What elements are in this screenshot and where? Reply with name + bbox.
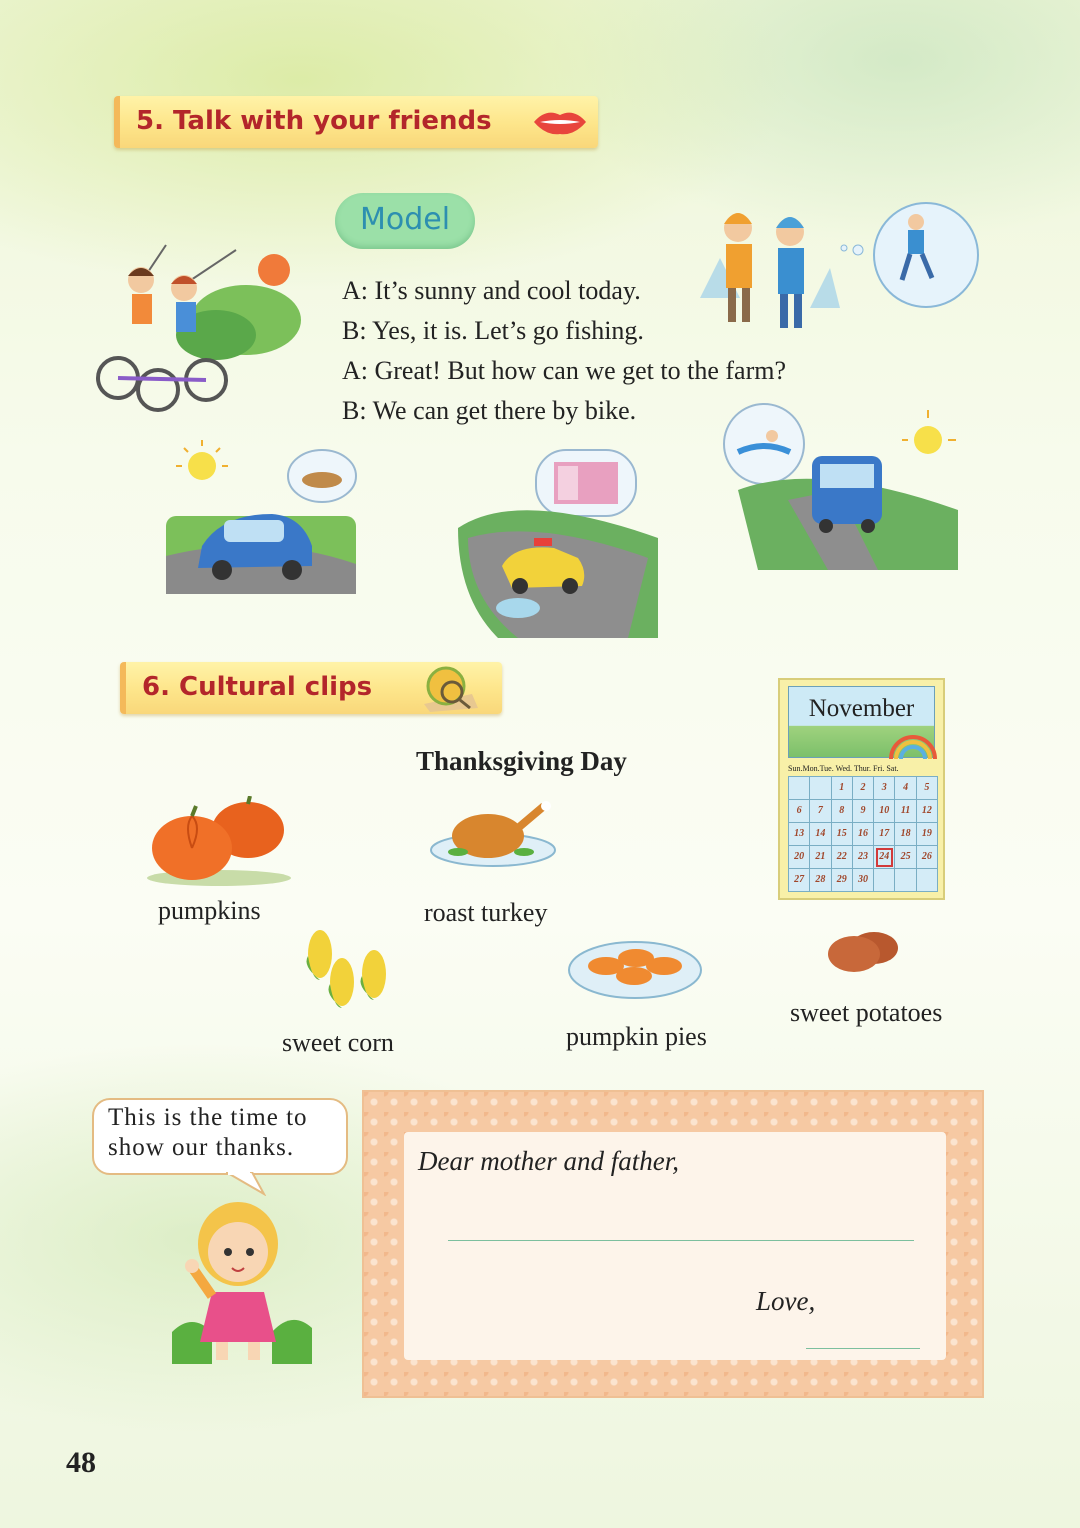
rainbow-icon [887, 723, 937, 759]
calendar-day: 24 [874, 846, 895, 869]
calendar-day [917, 869, 938, 892]
calendar-month: November [808, 695, 915, 722]
calendar-day: 14 [810, 823, 831, 846]
letter-closing: Love, [756, 1286, 816, 1316]
calendar-day: 26 [917, 846, 938, 869]
calendar-day: 22 [832, 846, 853, 869]
calendar-day: 3 [874, 777, 895, 800]
calendar-grid [788, 776, 938, 892]
calendar-header [788, 686, 935, 758]
letter-greeting: Dear mother and father, [418, 1146, 679, 1176]
calendar-day [895, 869, 916, 892]
letter-card [362, 1090, 984, 1398]
kids-biking-illustration [96, 240, 306, 420]
food-label-pumpkins: pumpkins [158, 896, 261, 925]
dialog-line-3: A: Great! But how can we get to the farm? [342, 356, 787, 385]
calendar-day: 29 [832, 869, 853, 892]
calendar-day: 2 [853, 777, 874, 800]
taxi-scene-illustration [458, 448, 658, 638]
roast-turkey-illustration [428, 800, 558, 870]
section-header-talk [114, 96, 598, 148]
november-calendar [778, 678, 945, 900]
section-title-talk: 5. Talk with your friends [136, 106, 492, 136]
model-label-text: Model [359, 202, 451, 237]
calendar-day: 19 [917, 823, 938, 846]
letter-card-inner [404, 1132, 946, 1360]
calendar-day: 6 [789, 800, 810, 823]
food-label-pumpkin-pies: pumpkin pies [566, 1022, 707, 1051]
calendar-day [810, 777, 831, 800]
calendar-day: 25 [895, 846, 916, 869]
sweet-corn-illustration [298, 926, 398, 1010]
skating-thought-bubble [836, 200, 982, 310]
calendar-day: 7 [810, 800, 831, 823]
girl-illustration [172, 1192, 312, 1364]
calendar-day: 17 [874, 823, 895, 846]
dialog-line-1: A: It’s sunny and cool today. [342, 276, 641, 305]
globe-icon [420, 664, 480, 712]
model-label [335, 193, 475, 249]
calendar-day: 12 [917, 800, 938, 823]
sweet-potatoes-illustration [824, 926, 902, 976]
calendar-day: 23 [853, 846, 874, 869]
calendar-day: 10 [874, 800, 895, 823]
letter-body-line[interactable] [448, 1240, 914, 1241]
calendar-day [789, 777, 810, 800]
calendar-day: 9 [853, 800, 874, 823]
food-label-sweet-corn: sweet corn [282, 1028, 394, 1057]
calendar-day: 8 [832, 800, 853, 823]
page-number: 48 [66, 1446, 96, 1479]
calendar-weekdays: Sun.Mon.Tue. Wed. Thur. Fri. Sat. [788, 764, 899, 773]
calendar-day: 20 [789, 846, 810, 869]
calendar-day: 30 [853, 869, 874, 892]
lips-icon [532, 106, 588, 138]
calendar-day: 15 [832, 823, 853, 846]
calendar-day [874, 869, 895, 892]
calendar-day: 5 [917, 777, 938, 800]
calendar-day: 18 [895, 823, 916, 846]
calendar-day: 1 [832, 777, 853, 800]
thanksgiving-heading: Thanksgiving Day [416, 746, 627, 776]
dialog-line-2: B: Yes, it is. Let’s go fishing. [342, 316, 644, 345]
calendar-day: 28 [810, 869, 831, 892]
kids-snow-illustration [690, 198, 840, 338]
calendar-day: 4 [895, 777, 916, 800]
calendar-day: 21 [810, 846, 831, 869]
food-label-roast-turkey: roast turkey [424, 898, 548, 927]
bubble-line-1: This is the time to [108, 1104, 308, 1131]
section-title-cultural: 6. Cultural clips [142, 672, 373, 702]
calendar-day: 27 [789, 869, 810, 892]
letter-signature-line[interactable] [806, 1348, 920, 1349]
calendar-day: 13 [789, 823, 810, 846]
pumpkins-illustration [144, 796, 294, 888]
car-scene-illustration [162, 436, 362, 596]
dialog-line-4: B: We can get there by bike. [342, 396, 637, 425]
food-label-sweet-potatoes: sweet potatoes [790, 998, 943, 1027]
bus-scene-illustration [718, 400, 968, 570]
calendar-day: 16 [853, 823, 874, 846]
pumpkin-pies-illustration [566, 936, 704, 1000]
speech-bubble [92, 1098, 348, 1175]
bubble-line-2: show our thanks. [108, 1134, 295, 1161]
section-header-cultural [120, 662, 502, 714]
calendar-day: 11 [895, 800, 916, 823]
